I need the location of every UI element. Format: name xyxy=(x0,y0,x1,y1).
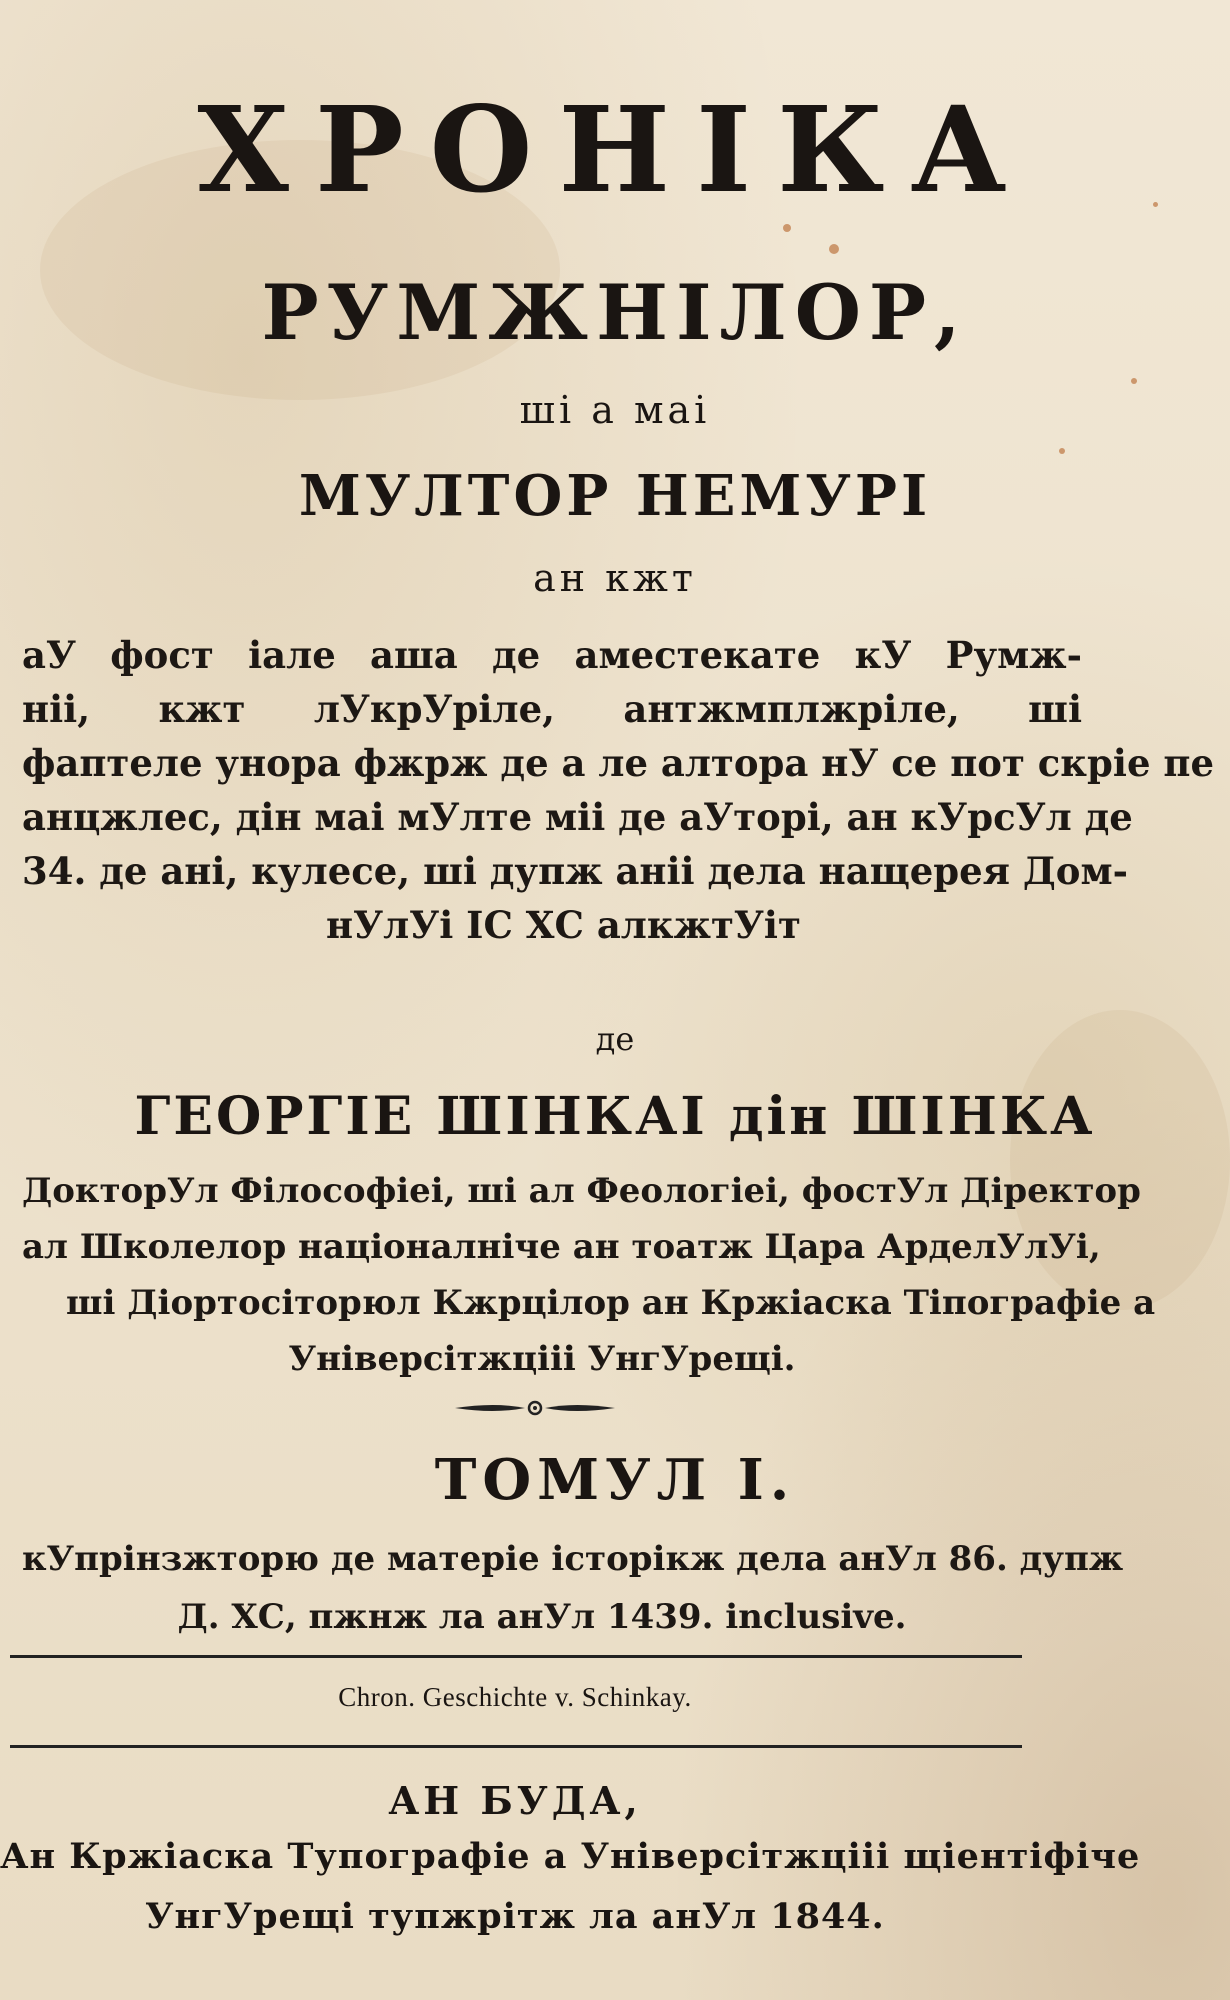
main-title: ХРОНІКА xyxy=(197,80,1033,219)
main-title-second-line: РУМЖНІЛОР, xyxy=(261,268,969,357)
foxing-spot xyxy=(1131,378,1137,384)
credentials-line: ші Діортосіторюл Кжрцілор ан Кржіаска Тіпографіе а xyxy=(66,1283,1156,1323)
description-line: анцжлес, дін маі мУлте міі де аУторі, ан кУрсУл де xyxy=(22,795,1133,839)
imprint-year: УнгУрещі тупжрітж ла анУл 1844. xyxy=(145,1896,885,1937)
title-connector: ші а маі xyxy=(519,388,711,432)
description-line: аУ фост іале аша де аместекате кУ Румж- xyxy=(22,633,1082,677)
title-connector-2: ан кжт xyxy=(533,556,697,600)
contents-line: кУпрінзжторю де матеріе історікж дела анУл 86. дупж xyxy=(22,1539,1124,1579)
volume-heading: ТОМУЛ І. xyxy=(434,1447,796,1513)
title-description xyxy=(22,628,1214,952)
foxing-spot xyxy=(783,224,791,232)
imprint-place: АН БУДА, xyxy=(388,1778,642,1823)
credentials-line: Універсітжцііі УнгУрещі. xyxy=(288,1339,796,1379)
volume-contents xyxy=(22,1530,1124,1646)
horizontal-rule xyxy=(10,1745,1022,1748)
by-line: де xyxy=(595,1020,635,1058)
credentials-line: ДокторУл Філософіеі, ші ал Феологіеі, фостУл Діректор xyxy=(22,1171,1141,1211)
description-line: фаптеле унора фжрж де а ле алтора нУ се пот скріе пе xyxy=(22,741,1214,785)
credentials-line: ал Школелор націоналніче ан тоатж Цара АрделУлУі, xyxy=(22,1227,1101,1267)
description-line: 34. де ані, кулесе, ші дупж аніі дела нащерея Дом- xyxy=(22,849,1128,893)
contents-line: Д. ХС, пжнж ла анУл 1439. inclusive. xyxy=(177,1597,907,1637)
author-credentials xyxy=(22,1163,1156,1387)
ornament-divider xyxy=(455,1398,615,1418)
description-line: ніі, кжт лУкрУріле, антжмплжріле, ші xyxy=(22,687,1082,731)
title-subject: МУЛТОР НЕМУРІ xyxy=(298,463,932,529)
description-line: нУлУі ІС ХС алкжтУіт xyxy=(326,903,801,947)
imprint-printer: Ан Кржіаска Тупографіе а Універсітжцііі щіентіфіче xyxy=(0,1836,1141,1877)
foxing-spot xyxy=(829,244,839,254)
author-name: ГЕОРГІЕ ШІНКАІ дін ШІНКА xyxy=(134,1086,1096,1147)
horizontal-rule xyxy=(10,1655,1022,1658)
german-title: Chron. Geschichte v. Schinkay. xyxy=(338,1682,692,1712)
foxing-spot xyxy=(1059,448,1065,454)
